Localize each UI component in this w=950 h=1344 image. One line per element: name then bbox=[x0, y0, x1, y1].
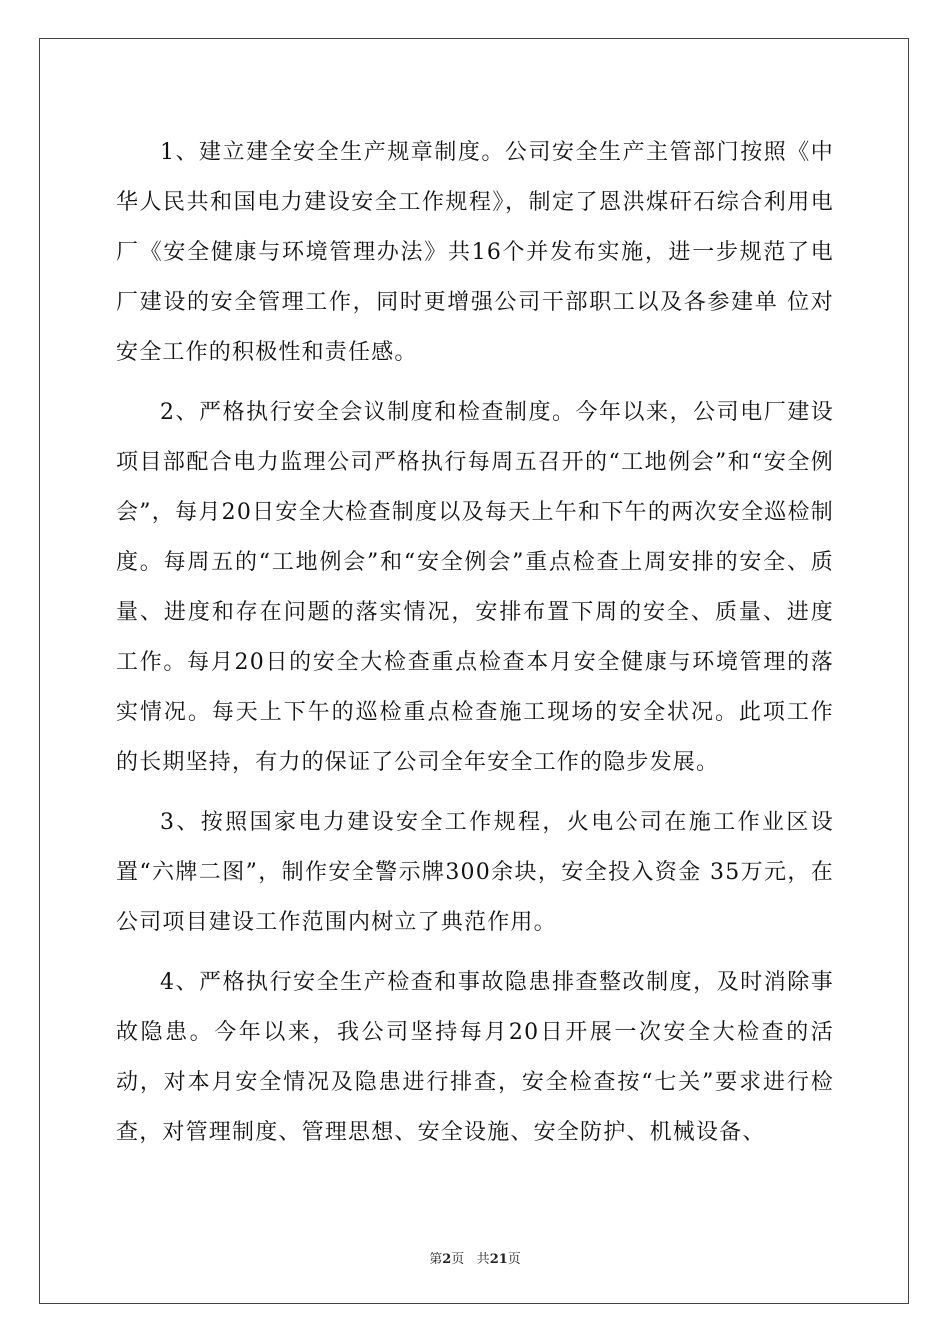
paragraph-3: 3、按照国家电力建设安全工作规程，火电公司在施工作业区设置“六牌二图”，制作安全警示牌300余块，安全投入资金 35万元，在公司项目建设工作范围内树立了典范作用。 bbox=[116, 810, 834, 935]
document-body bbox=[116, 128, 834, 1168]
paragraph-4: 4、严格执行安全生产检查和事故隐患排查整改制度，及时消除事故隐患。今年以来，我公司坚持每月20日开展一次安全大检查的活动，对本月安全情况及隐患进行排查，安全检查按“七关”要求进行检查，对管理制度、管理思想、安全设施、安全防护、机械设备、 bbox=[116, 970, 834, 1145]
current-page-number: 2 bbox=[442, 1252, 452, 1267]
page-footer bbox=[0, 1248, 950, 1267]
footer-page-unit: 页 bbox=[451, 1252, 465, 1267]
footer-total-prefix: 共 bbox=[476, 1252, 490, 1267]
paragraph-2: 2、严格执行安全会议制度和检查制度。今年以来，公司电厂建设项目部配合电力监理公司严格执行每周五召开的“工地例会”和“安全例会”，每月20日安全大检查制度以及每天上午和下午的两次安全巡检制度。每周五的“工地例会”和“安全例会”重点检查上周安排的安全、质量、进度和存在问题的落实情况，安排布置下周的安全、质量、进度工作。每月20日的安全大检查重点检查本月安全健康与环境管理的落实情况。每天上下午的巡检重点检查施工现场的安全状况。此项工作的长期坚持，有力的保证了公司全年安全工作的隐步发展。 bbox=[116, 400, 834, 775]
footer-prefix: 第 bbox=[429, 1252, 443, 1267]
total-pages-number: 21 bbox=[489, 1252, 508, 1267]
paragraph-1: 1、建立建全安全生产规章制度。公司安全生产主管部门按照《中华人民共和国电力建设安全工作规程》，制定了恩洪煤矸石综合利用电厂《安全健康与环境管理办法》共16个并发布实施，进一步规范了电厂建设的安全管理工作，同时更增强公司干部职工以及各参建单 位对安全工作的积极性和责任感。 bbox=[116, 140, 834, 365]
footer-total-unit: 页 bbox=[507, 1252, 521, 1267]
